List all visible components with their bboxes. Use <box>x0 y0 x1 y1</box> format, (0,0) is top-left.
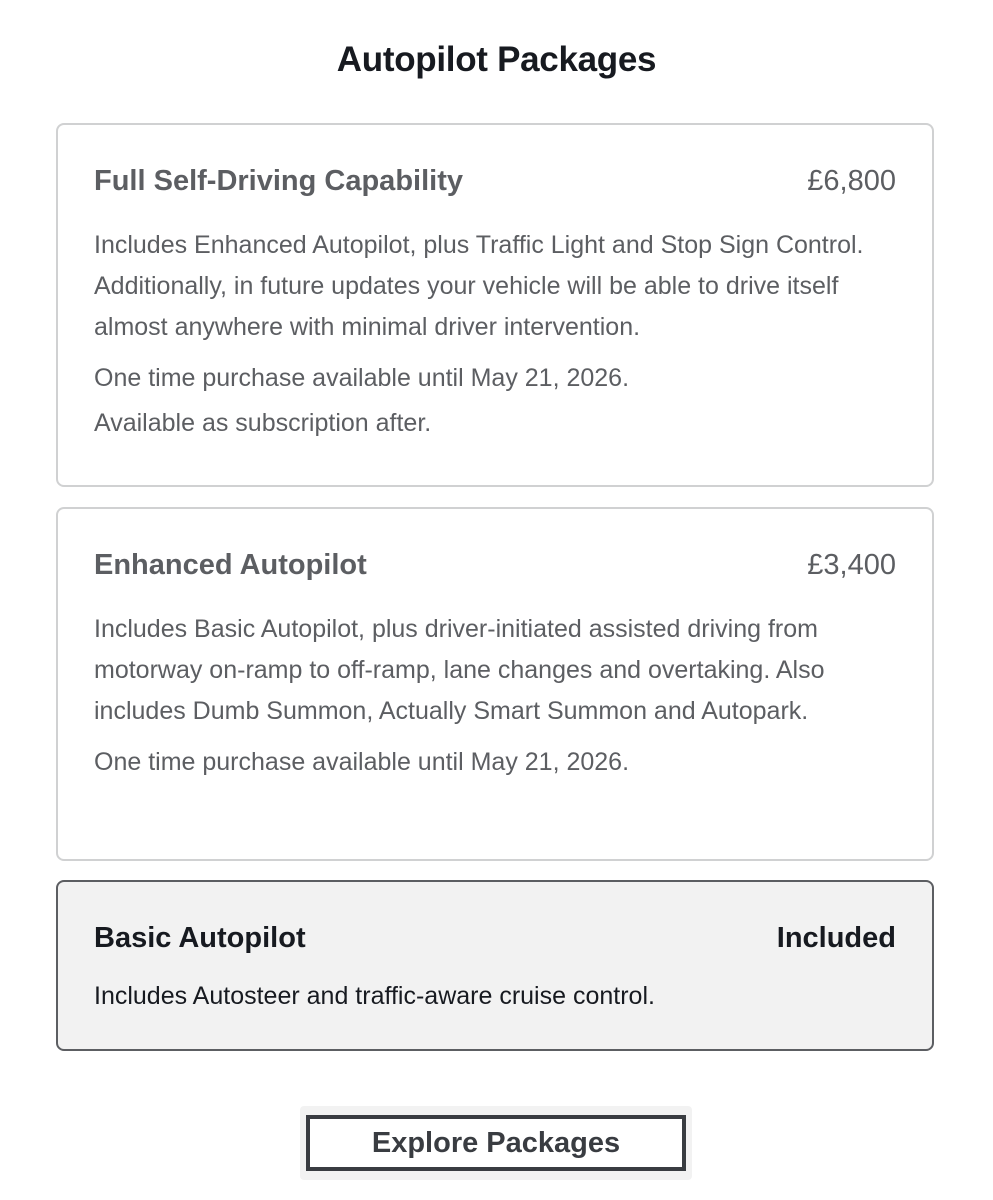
package-card-enhanced-autopilot[interactable] <box>56 507 934 861</box>
page-title: Autopilot Packages <box>336 40 657 79</box>
package-price: £3,400 <box>807 549 896 581</box>
package-header <box>94 922 896 962</box>
package-note-purchase: One time purchase available until May 21, 2026. <box>94 748 630 776</box>
package-card-basic-autopilot[interactable] <box>56 880 934 1051</box>
explore-packages-button[interactable]: Explore Packages <box>306 1115 686 1171</box>
package-description: Includes Basic Autopilot, plus driver-initiated assisted driving from motorway on-ramp to off-ramp, lane changes and overtaking. Also includes Dumb Summon, Actually Smart Summon and Autopark. <box>94 615 825 725</box>
explore-button-container <box>300 1106 692 1180</box>
package-note-subscription: Available as subscription after. <box>94 409 432 437</box>
package-header <box>94 549 896 589</box>
package-description: Includes Enhanced Autopilot, plus Traffic Light and Stop Sign Control. Additionally, in future updates your vehicle will be able to drive itself almost anywhere with minimal driver intervention. <box>94 231 864 341</box>
package-name: Basic Autopilot <box>94 922 306 954</box>
package-price: £6,800 <box>807 165 896 197</box>
package-note-purchase: One time purchase available until May 21, 2026. <box>94 364 630 392</box>
package-name: Enhanced Autopilot <box>94 549 367 581</box>
package-header <box>94 165 896 205</box>
package-card-full-self-driving[interactable] <box>56 123 934 487</box>
package-description: Includes Autosteer and traffic-aware cruise control. <box>94 982 655 1010</box>
package-included-label: Included <box>776 922 896 954</box>
package-name: Full Self-Driving Capability <box>94 165 463 197</box>
